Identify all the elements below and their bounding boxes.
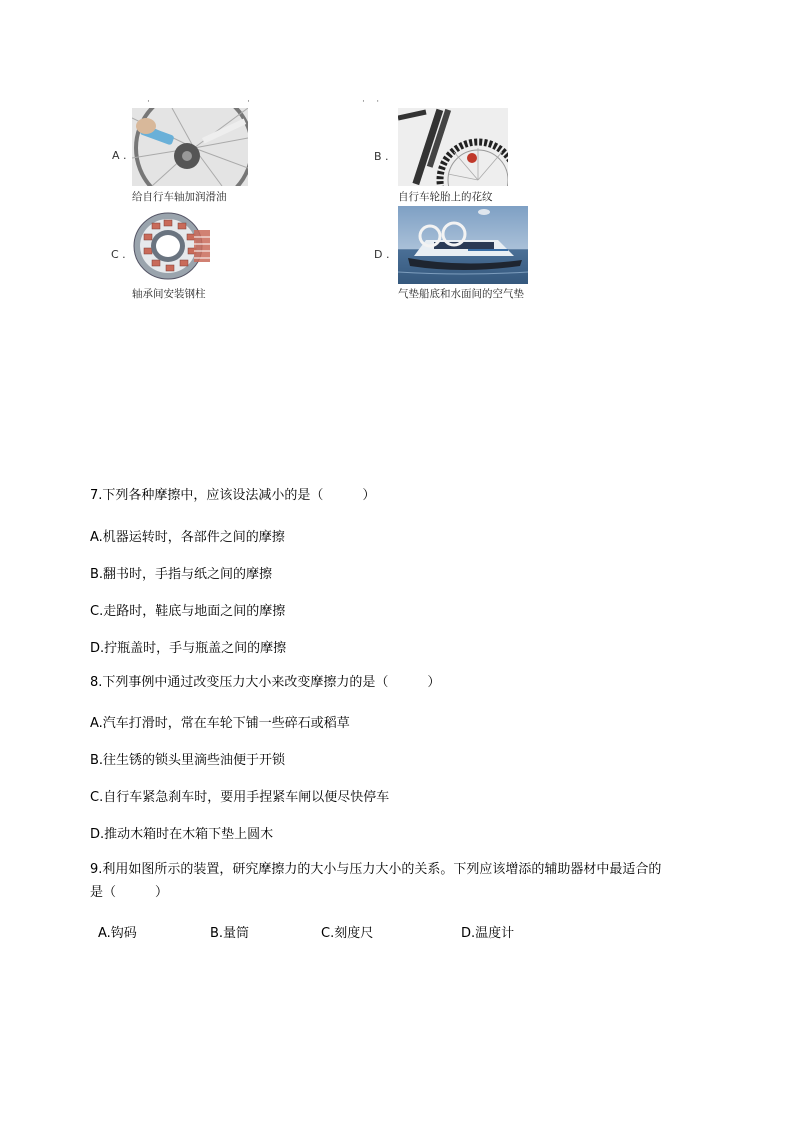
answer-option: B.往生锈的锁头里滴些油便于开锁 <box>90 753 286 768</box>
answer-option: C.自行车紧急刹车时，要用手捏紧车闸以便尽快停车 <box>90 790 390 805</box>
option-letter: A . <box>112 149 127 162</box>
option-letter: C . <box>111 248 126 261</box>
answer-option: D.推动木箱时在木箱下垫上圆木 <box>90 827 274 842</box>
figure-caption: 轴承间安装钢柱 <box>132 288 206 300</box>
option-letter: B . <box>374 150 389 163</box>
question-stem: 8.下列事例中通过改变压力大小来改变摩擦力的是（ ） <box>90 675 441 690</box>
figure-caption: 给自行车轴加润滑油 <box>132 191 227 203</box>
answer-option: A.汽车打滑时，常在车轮下铺一些碎石或稻草 <box>90 716 350 731</box>
figure-caption: 气垫船底和水面间的空气垫 <box>398 288 524 300</box>
answer-option: C.走路时，鞋底与地面之间的摩擦 <box>90 604 286 619</box>
stray-mark: · · <box>362 97 380 107</box>
bicycle-tire-image <box>398 108 508 186</box>
bearing-image <box>132 210 212 282</box>
stray-mark: · · <box>147 97 250 107</box>
figure-caption: 自行车轮胎上的花纹 <box>398 191 493 203</box>
bicycle-lubrication-image <box>132 108 248 186</box>
answer-option: B.翻书时，手指与纸之间的摩擦 <box>90 567 273 582</box>
hovercraft-image <box>398 206 528 284</box>
question-stem: 7.下列各种摩擦中，应该设法减小的是（ ） <box>90 488 376 503</box>
answer-option: C.刻度尺 <box>321 926 374 941</box>
answer-option: A.机器运转时，各部件之间的摩擦 <box>90 530 285 545</box>
option-letter: D . <box>374 248 390 261</box>
answer-option: A.钩码 <box>98 926 137 941</box>
answer-option: B.量筒 <box>210 926 250 941</box>
answer-option: D.温度计 <box>461 926 515 941</box>
answer-option: D.拧瓶盖时，手与瓶盖之间的摩擦 <box>90 641 287 656</box>
question-stem-line-1: 9.利用如图所示的装置，研究摩擦力的大小与压力大小的关系。下列应该增添的辅助器材中最适合的 <box>90 862 662 877</box>
question-stem-line-2: 是（ ） <box>90 885 169 900</box>
